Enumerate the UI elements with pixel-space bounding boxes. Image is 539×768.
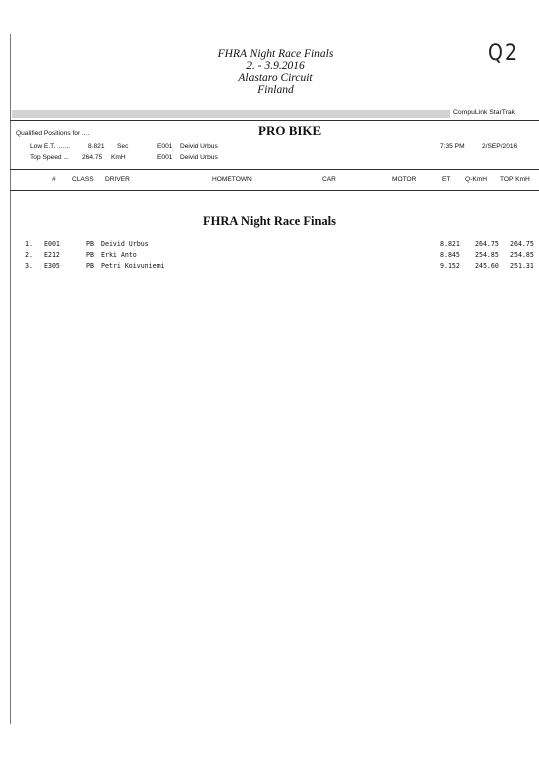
col-class: CLASS (72, 176, 94, 183)
dotted-separator (12, 110, 450, 118)
row-class: PB (86, 262, 94, 270)
event-title: FHRA Night Race Finals (217, 48, 334, 60)
event-dates: 2. - 3.9.2016 (246, 60, 305, 72)
row-car-number: E001 (44, 240, 60, 248)
software-label: CompuLink StarTrak (453, 109, 516, 116)
col-car: CAR (322, 176, 336, 183)
col-motor: MOTOR (392, 176, 417, 183)
row-q-kmh: 264.75 (475, 240, 499, 248)
row-top-kmh: 254.85 (510, 251, 534, 259)
col-num: # (52, 176, 56, 183)
top-speed-unit: KmH (111, 154, 126, 161)
row-q-kmh: 245.60 (475, 262, 499, 270)
left-margin-rule (10, 34, 11, 724)
top-speed-label: Top Speed ... (30, 154, 69, 161)
report-date: 2/SEP/2016 (482, 143, 518, 150)
class-title: PRO BIKE (258, 123, 322, 138)
qualified-label: Qualified Positions for .... (16, 130, 90, 137)
top-speed-value: 264.75 (82, 154, 103, 161)
row-position: 3. (25, 262, 33, 270)
col-et: ET (442, 176, 451, 183)
row-et: 8.821 (440, 240, 460, 248)
event-country: Finland (257, 84, 294, 96)
top-speed-car: E001 (157, 154, 173, 161)
low-et-unit: Sec (117, 143, 129, 150)
col-hometown: HOMETOWN (212, 176, 252, 183)
table-row (0, 262, 539, 272)
row-car-number: E212 (44, 251, 60, 259)
event-header (0, 48, 539, 96)
column-header-top-rule (10, 169, 539, 170)
row-top-kmh: 264.75 (510, 240, 534, 248)
handwritten-mark: Q2 (488, 40, 520, 66)
event-venue: Alastaro Circuit (238, 72, 313, 84)
low-et-driver: Deivid Urbus (180, 143, 218, 150)
col-top-kmh: TOP KmH (500, 176, 530, 183)
low-et-value: 8.821 (88, 143, 105, 150)
row-position: 1. (25, 240, 33, 248)
row-car-number: E305 (44, 262, 60, 270)
low-et-label: Low E.T. ....... (30, 143, 70, 150)
row-position: 2. (25, 251, 33, 259)
row-class: PB (86, 240, 94, 248)
top-speed-driver: Deivid Urbus (180, 154, 218, 161)
row-et: 8.845 (440, 251, 460, 259)
report-time: 7:35 PM (440, 143, 465, 150)
row-q-kmh: 254.85 (475, 251, 499, 259)
row-driver: Petri Koivuniemi (101, 262, 165, 270)
row-driver: Erki Anto (101, 251, 137, 259)
low-et-car: E001 (157, 143, 173, 150)
row-top-kmh: 251.31 (510, 262, 534, 270)
col-q-kmh: Q-KmH (465, 176, 487, 183)
table-row (0, 251, 539, 261)
row-class: PB (86, 251, 94, 259)
row-driver: Deivid Urbus (101, 240, 149, 248)
table-row (0, 240, 539, 250)
col-driver: DRIVER (105, 176, 130, 183)
column-header-bottom-rule (10, 190, 539, 191)
row-et: 9.152 (440, 262, 460, 270)
results-title: FHRA Night Race Finals (203, 214, 336, 228)
top-rule (10, 120, 539, 121)
